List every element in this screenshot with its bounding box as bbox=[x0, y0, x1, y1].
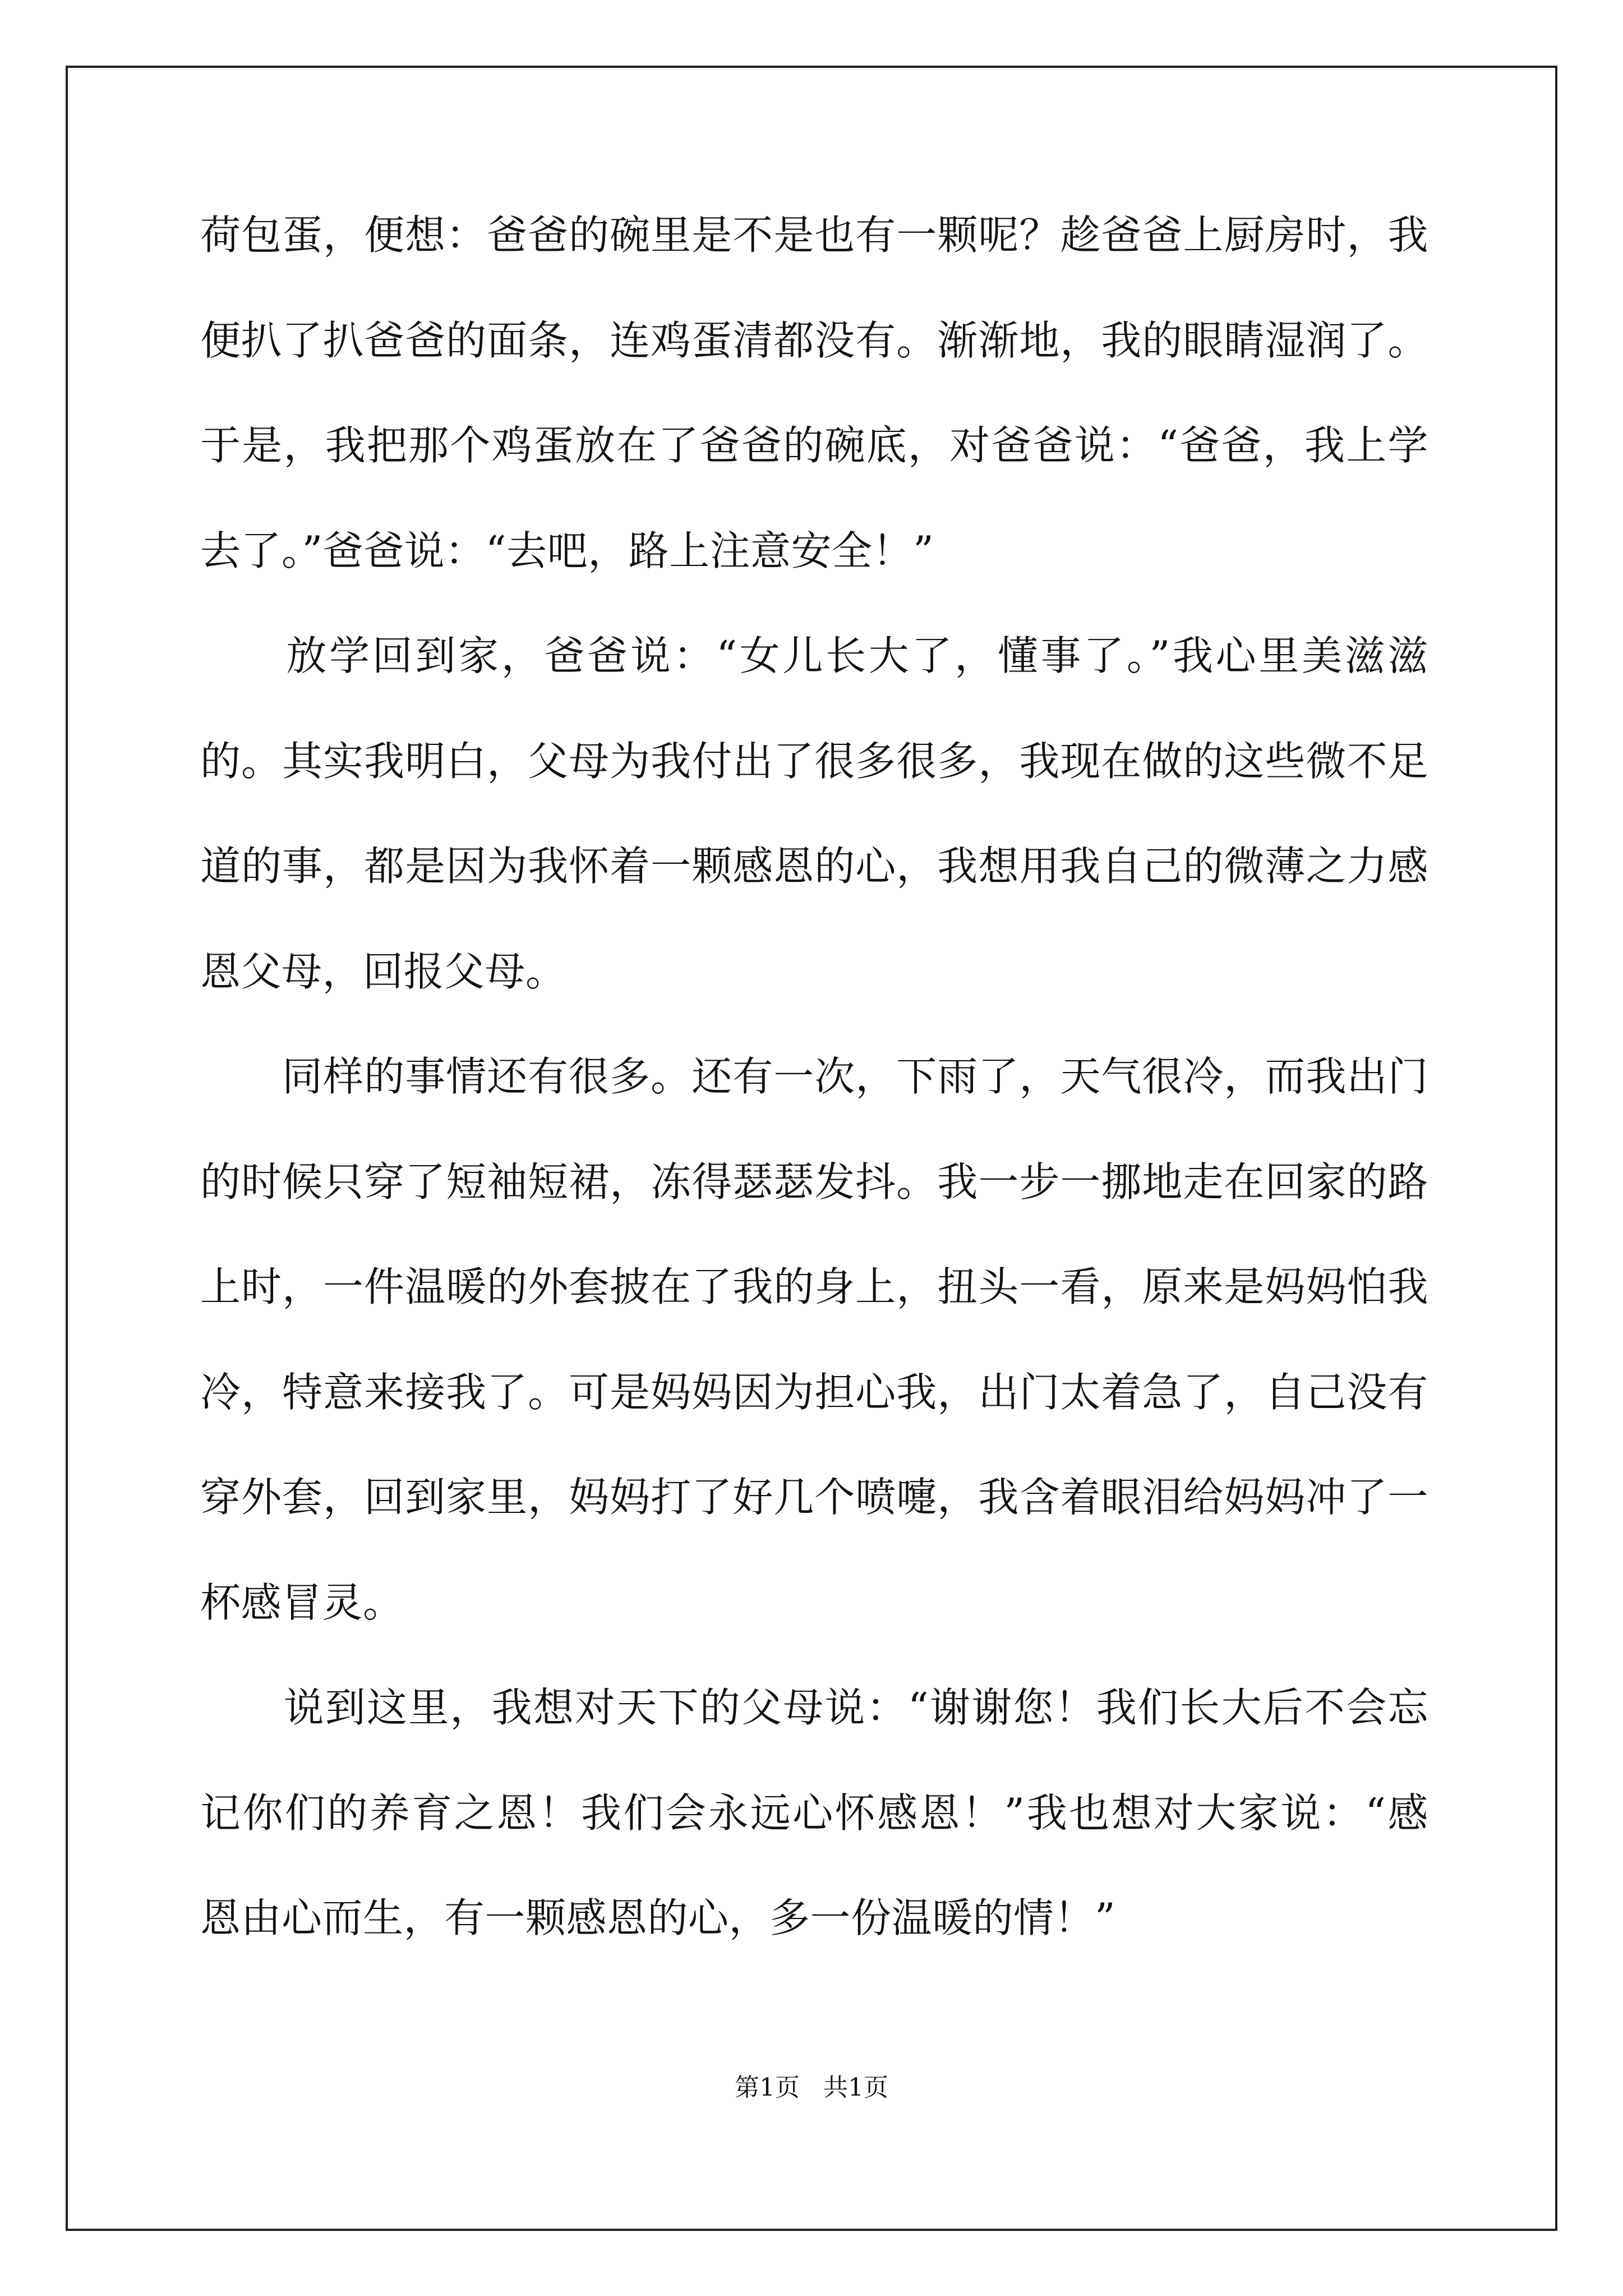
text-line: 杯感冒灵。 bbox=[200, 1579, 404, 1626]
text-line: 同样的事情还有很多。还有一次，下雨了，天气很冷，而我出门 bbox=[200, 1053, 1428, 1100]
text-line: 穿外套，回到家里，妈妈打了好几个喷嚏，我含着眼泪给妈妈冲了一 bbox=[200, 1474, 1428, 1521]
text-line: 便扒了扒爸爸的面条，连鸡蛋清都没有。渐渐地，我的眼睛湿润了。 bbox=[200, 316, 1428, 364]
text-line: 道的事，都是因为我怀着一颗感恩的心，我想用我自己的微薄之力感 bbox=[200, 843, 1428, 890]
text-line: 的时候只穿了短袖短裙，冻得瑟瑟发抖。我一步一挪地走在回家的路 bbox=[200, 1158, 1428, 1205]
text-line: 放学回到家，爸爸说：“女儿长大了，懂事了。”我心里美滋滋 bbox=[200, 632, 1428, 679]
page-total: 共1页 bbox=[823, 2073, 888, 2102]
text-line: 的。其实我明白，父母为我付出了很多很多，我现在做的这些微不足 bbox=[200, 737, 1428, 785]
text-line: 冷，特意来接我了。可是妈妈因为担心我，出门太着急了，自己没有 bbox=[200, 1368, 1428, 1416]
text-line: 去了。”爸爸说：“去吧，路上注意安全！” bbox=[200, 527, 934, 574]
text-line: 于是，我把那个鸡蛋放在了爸爸的碗底，对爸爸说：“爸爸，我上学 bbox=[200, 422, 1428, 469]
text-line: 说到这里，我想对天下的父母说：“谢谢您！我们长大后不会忘 bbox=[200, 1684, 1428, 1731]
text-line: 荷包蛋，便想：爸爸的碗里是不是也有一颗呢？趁爸爸上厨房时，我 bbox=[200, 211, 1428, 259]
page-footer bbox=[0, 2073, 1623, 2102]
text-line: 记你们的养育之恩！我们会永远心怀感恩！”我也想对大家说：“感 bbox=[200, 1789, 1428, 1837]
text-line: 上时，一件温暖的外套披在了我的身上，扭头一看，原来是妈妈怕我 bbox=[200, 1263, 1428, 1310]
text-line: 恩父母，回报父母。 bbox=[200, 947, 566, 995]
document-body bbox=[200, 211, 1428, 2003]
page-number: 第1页 bbox=[735, 2073, 800, 2102]
text-line: 恩由心而生，有一颗感恩的心，多一份温暖的情！” bbox=[200, 1894, 1116, 1941]
